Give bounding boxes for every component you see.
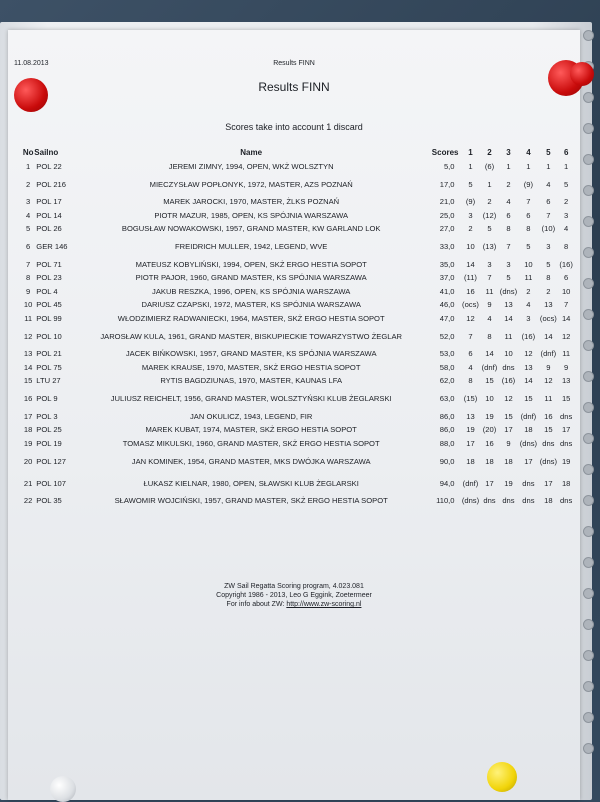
punch-hole [583,650,594,661]
race-5-cell: 17 [544,478,553,488]
rank-cell: 20 [23,456,33,466]
table-row [22,236,574,258]
column-header-no: No [22,148,34,157]
punch-hole [583,185,594,196]
column-header-race-4: 4 [526,148,531,157]
name-cell: ŁUKASZ KIELNAR, 1980, OPEN, SŁAWSKI KLUB ŻEGLARSKI [143,478,359,488]
print-date: 11.08.2013 [14,60,49,67]
total-score-cell: 88,0 [439,438,455,448]
rank-cell: 12 [23,331,33,341]
race-2-cell: 5 [487,224,492,234]
race-1-cell: 8 [468,376,473,386]
race-3-cell: 15 [504,411,513,421]
punch-hole [583,30,594,41]
sailno-cell: POL 9 [36,394,58,403]
name-cell: JAROSŁAW KULA, 1961, GRAND MASTER, BISKUPIECKIE TOWARZYSTWO ŻEGLAR [100,331,403,341]
table-row [22,375,574,389]
total-score-cell: 46,0 [439,300,455,310]
race-4-cell: dns [522,496,535,506]
race-5-cell: 15 [544,425,553,435]
column-header-race-5: 5 [546,148,551,157]
race-3-cell: 7 [506,242,511,251]
race-4-cell: 13 [524,362,533,372]
name-cell: MATEUSZ KOBYLIŃSKI, 1994, OPEN, SKŻ ERGO HESTIA SOPOT [135,259,367,269]
total-score-cell: 110,0 [436,496,455,506]
race-6-cell: 15 [561,394,571,403]
red-pushpin-left [14,78,48,112]
race-5-cell: 13 [544,300,553,310]
footer [8,582,580,609]
table-row [22,285,574,299]
race-5-cell: 7 [546,210,551,220]
rank-cell: 22 [23,496,33,506]
race-5-cell: (dnf) [540,349,557,359]
discard-note: Scores take into account 1 discard [225,122,363,132]
yellow-pushpin [487,762,517,792]
race-4-cell: (16) [521,331,536,341]
race-3-cell: 5 [506,273,511,283]
race-5-cell: 1 [546,161,551,171]
punch-hole [583,743,594,754]
race-4-cell: 3 [526,313,531,323]
name-cell: JAN KOMINEK, 1954, GRAND MASTER, MKS DWÓJKA WARSZAWA [131,456,371,466]
rank-cell: 7 [26,259,31,269]
header-small-title: Results FINN [273,60,315,67]
table-row [22,209,574,223]
race-2-cell: 19 [485,411,494,421]
table-row [22,410,574,424]
punch-hole [583,371,594,382]
rank-cell: 9 [26,286,31,296]
race-5-cell: 3 [546,242,551,251]
table-row [22,388,574,410]
race-6-cell: 11 [562,349,571,359]
total-score-cell: 5,0 [443,161,455,171]
race-4-cell: 1 [526,161,531,171]
rank-cell: 16 [23,394,33,403]
race-2-cell: (dnf) [481,362,498,372]
page-title: Results FINN [258,80,330,94]
total-score-cell: 25,0 [439,210,455,220]
sailno-cell: POL 25 [36,425,62,435]
total-score-cell: 94,0 [439,478,455,488]
table-row [22,299,574,313]
race-3-cell: 19 [504,478,513,488]
race-2-cell: 17 [485,478,494,488]
race-2-cell: 7 [487,273,492,283]
race-3-cell: 17 [504,425,513,435]
race-4-cell: 12 [524,349,533,359]
name-cell: JEREMI ZIMNY, 1994, OPEN, WKŻ WOLSZTYN [168,161,334,171]
total-score-cell: 86,0 [439,425,455,435]
name-cell: WŁODZIMIERZ RADWANIECKI, 1964, MASTER, SKŻ ERGO HESTIA SOPOT [117,313,385,323]
race-6-cell: 1 [564,161,569,171]
race-4-cell: 5 [526,242,531,251]
sailno-cell: POL 21 [36,349,62,359]
race-3-cell: 14 [504,313,513,323]
punch-hole [583,309,594,320]
column-header-race-2: 2 [487,148,492,157]
race-6-cell: 3 [564,210,569,220]
sailno-cell: POL 17 [36,197,62,207]
rank-cell: 18 [23,425,33,435]
race-1-cell: 2 [468,224,473,234]
race-3-cell: 13 [504,300,513,310]
race-2-cell: 18 [485,456,494,466]
total-score-cell: 47,0 [439,313,455,323]
name-cell: BOGUSŁAW NOWAKOWSKI, 1957, GRAND MASTER, KW GARLAND LOK [121,224,381,234]
rank-cell: 6 [26,242,31,251]
race-6-cell: dns [560,438,573,448]
punch-hole [583,619,594,630]
white-pushpin [50,776,76,802]
results-table-body [22,160,574,508]
table-row [22,495,574,509]
race-3-cell: 4 [506,197,511,207]
punch-hole [583,495,594,506]
name-cell: PIOTR MAZUR, 1985, OPEN, KS SPÓJNIA WARSZAWA [154,210,349,220]
race-4-cell: (9) [523,179,534,189]
name-cell: RYTIS BAGDZIUNAS, 1970, MASTER, KAUNAS LFA [160,376,343,386]
race-6-cell: 6 [564,273,569,283]
race-3-cell: (16) [501,376,516,386]
punch-hole [583,247,594,258]
race-1-cell: 12 [466,313,475,323]
race-2-cell: dns [483,496,496,506]
race-5-cell: 18 [544,496,553,506]
race-5-cell: 9 [546,362,551,372]
table-row [22,272,574,286]
total-score-cell: 53,0 [439,349,455,359]
race-1-cell: 5 [468,179,473,189]
race-5-cell: (10) [541,224,556,234]
race-5-cell: (dns) [539,456,558,466]
sailno-cell: POL 71 [36,259,62,269]
race-5-cell: 6 [546,197,551,207]
race-5-cell: 8 [546,273,551,283]
race-5-cell: 5 [546,259,551,269]
rank-cell: 5 [26,224,31,234]
race-5-cell: 2 [546,286,551,296]
total-score-cell: 41,0 [439,286,455,296]
race-1-cell: 1 [468,161,473,171]
name-cell: JULIUSZ REICHELT, 1956, GRAND MASTER, WOLSZTYŃSKI KLUB ŻEGLARSKI [110,394,392,403]
race-5-cell: 12 [544,376,553,386]
rank-cell: 2 [26,179,31,189]
race-2-cell: 10 [485,394,494,403]
table-row [22,312,574,326]
race-2-cell: 15 [485,376,494,386]
race-4-cell: 4 [526,300,531,310]
race-2-cell: (20) [482,425,497,435]
race-4-cell: (dnf) [520,411,537,421]
race-2-cell: 16 [485,438,494,448]
race-4-cell: (dns) [519,438,538,448]
punch-hole [583,278,594,289]
punch-hole [583,588,594,599]
sailno-cell: LTU 27 [36,376,61,386]
race-4-cell: 2 [526,286,531,296]
results-table [22,148,574,508]
punch-hole [583,464,594,475]
race-3-cell: 6 [506,210,511,220]
race-4-cell: 17 [524,456,533,466]
race-3-cell: 18 [504,456,513,466]
race-4-cell: 11 [524,273,533,283]
race-1-cell: (dnf) [462,478,479,488]
name-cell: MAREK KRAUSE, 1970, MASTER, SKŻ ERGO HESTIA SOPOT [141,362,361,372]
race-6-cell: 7 [564,300,569,310]
column-header-name: Name [240,148,263,157]
punch-holes [584,30,594,790]
race-1-cell: (15) [463,394,478,403]
name-cell: DARIUSZ CZAPSKI, 1972, MASTER, KS SPÓJNIA WARSZAWA [141,300,361,310]
punch-hole [583,154,594,165]
sailno-cell: GER 146 [36,242,68,251]
race-4-cell: dns [522,478,535,488]
results-sheet [8,30,580,800]
race-3-cell: 12 [504,394,513,403]
column-header-sailno: Sailno [34,148,59,157]
race-6-cell: 10 [561,286,571,296]
total-score-cell: 62,0 [439,376,455,386]
footer-info-prefix: For info about ZW: [226,601,287,608]
rank-cell: 19 [23,438,33,448]
red-pushpin-right-back [570,62,594,86]
race-2-cell: (6) [484,161,495,171]
rank-cell: 3 [26,197,31,207]
race-6-cell: (16) [559,259,573,269]
sailno-cell: POL 75 [36,362,62,372]
table-row [22,473,574,495]
name-cell: MIECZYSŁAW POPŁONYK, 1972, MASTER, AZS POZNAŃ [149,179,353,189]
total-score-cell: 21,0 [439,197,455,207]
race-6-cell: 17 [561,425,571,435]
name-cell: FREIDRICH MULLER, 1942, LEGEND, WVE [175,242,328,251]
race-1-cell: 7 [468,331,473,341]
race-5-cell: (ocs) [539,313,557,323]
table-row [22,451,574,473]
race-3-cell: 2 [506,179,511,189]
total-score-cell: 63,0 [439,394,455,403]
race-1-cell: 17 [466,438,475,448]
race-6-cell: 14 [561,313,571,323]
total-score-cell: 58,0 [439,362,455,372]
table-header-row [22,148,574,160]
column-header-race-6: 6 [563,148,569,157]
name-cell: JAKUB RESZKA, 1996, OPEN, KS SPÓJNIA WARSZAWA [152,286,351,296]
race-5-cell: 16 [544,411,553,421]
race-1-cell: 10 [466,242,475,251]
race-2-cell: 1 [487,179,492,189]
race-3-cell: 3 [506,259,511,269]
race-4-cell: 6 [526,210,531,220]
race-2-cell: (12) [482,210,497,220]
total-score-cell: 27,0 [439,224,455,234]
sailno-cell: POL 4 [36,286,58,296]
punch-hole [583,92,594,103]
punch-hole [583,433,594,444]
name-cell: JACEK BIŃKOWSKI, 1957, GRAND MASTER, KS SPÓJNIA WARSZAWA [125,349,377,359]
race-5-cell: 11 [544,394,553,403]
rank-cell: 8 [26,273,31,283]
race-1-cell: 13 [466,411,475,421]
race-4-cell: 18 [524,425,533,435]
rank-cell: 21 [23,478,33,488]
sailno-cell: POL 26 [36,224,62,234]
table-row [22,174,574,196]
race-1-cell: (11) [464,273,477,283]
table-row [22,223,574,237]
race-1-cell: 19 [466,425,475,435]
column-header-race-3: 3 [506,148,511,157]
race-1-cell: 6 [468,349,473,359]
name-cell: TOMASZ MIKULSKI, 1960, GRAND MASTER, SKŻ ERGO HESTIA SOPOT [122,438,380,448]
race-3-cell: dns [502,496,515,506]
race-1-cell: (9) [465,197,476,207]
race-2-cell: (13) [482,242,497,251]
name-cell: JAN OKULICZ, 1943, LEGEND, FIR [189,411,313,421]
total-score-cell: 52,0 [439,331,455,341]
rank-cell: 13 [23,349,33,359]
race-6-cell: 8 [564,242,569,251]
race-1-cell: 18 [466,456,475,466]
race-3-cell: 10 [504,349,513,359]
total-score-cell: 37,0 [439,273,455,283]
punch-hole [583,216,594,227]
name-cell: MAREK KUBAT, 1974, MASTER, SKŻ ERGO HESTIA SOPOT [145,425,357,435]
sailno-cell: POL 99 [36,313,62,323]
race-6-cell: 12 [561,331,571,341]
punch-hole [583,123,594,134]
race-6-cell: 19 [561,456,571,466]
rank-cell: 17 [23,411,33,421]
footer-link[interactable]: http://www.zw-scoring.nl [286,601,362,608]
sailno-cell: POL 127 [36,456,66,466]
table-row [22,424,574,438]
footer-info [8,600,580,609]
race-1-cell: 14 [466,259,475,269]
punch-hole [583,681,594,692]
race-1-cell: 16 [466,286,475,296]
table-row [22,258,574,272]
race-3-cell: 8 [506,224,511,234]
sailno-cell: POL 23 [36,273,62,283]
punch-hole [583,712,594,723]
footer-program: ZW Sail Regatta Scoring program, 4.023.081 [224,583,364,590]
race-6-cell: 13 [561,376,571,386]
sailno-cell: POL 35 [36,496,62,506]
race-4-cell: 7 [526,197,531,207]
race-5-cell: 4 [546,179,551,189]
sailno-cell: POL 22 [36,161,62,171]
name-cell: MAREK JAROCKI, 1970, MASTER, ŻLKS POZNAŃ [163,197,340,207]
race-5-cell: dns [542,438,555,448]
race-5-cell: 14 [544,331,553,341]
sailno-cell: POL 3 [36,411,58,421]
rank-cell: 11 [24,313,33,323]
race-1-cell: (ocs) [462,300,479,310]
rank-cell: 10 [23,300,33,310]
rank-cell: 4 [26,210,31,220]
punch-hole [583,340,594,351]
name-cell: SŁAWOMIR WOJCIŃSKI, 1957, GRAND MASTER, SKŻ ERGO HESTIA SOPOT [114,496,388,506]
race-3-cell: 1 [506,161,511,171]
table-row [22,437,574,451]
race-2-cell: 4 [487,313,492,323]
column-header-race-1: 1 [468,148,473,157]
race-3-cell: 11 [504,331,513,341]
race-4-cell: 10 [524,259,533,269]
total-score-cell: 35,0 [439,259,455,269]
race-6-cell: 4 [564,224,569,234]
race-2-cell: 9 [487,300,492,310]
race-6-cell: 18 [561,478,571,488]
race-6-cell: 9 [564,362,569,372]
race-6-cell: 5 [564,179,569,189]
name-cell: PIOTR PAJOR, 1960, GRAND MASTER, KS SPÓJNIA WARSZAWA [135,273,367,283]
race-3-cell: dns [502,362,515,372]
race-6-cell: dns [560,411,573,421]
table-row [22,160,574,174]
table-row [22,361,574,375]
sailno-cell: POL 19 [36,438,62,448]
punch-hole [583,402,594,413]
footer-copyright: Copyright 1986 - 2013, Leo G Eggink, Zoetermeer [216,592,372,599]
race-2-cell: 3 [487,259,492,269]
rank-cell: 15 [23,376,33,386]
race-4-cell: 14 [524,376,533,386]
race-2-cell: 2 [487,197,492,207]
punch-hole [583,526,594,537]
sailno-cell: POL 45 [36,300,62,310]
sailno-cell: POL 10 [36,331,62,341]
column-header-scores: Scores [431,148,459,157]
race-6-cell: dns [560,496,573,506]
sailno-cell: POL 216 [36,179,66,189]
rank-cell: 14 [23,362,33,372]
race-1-cell: 4 [468,362,473,372]
table-row [22,196,574,210]
race-3-cell: 9 [506,438,511,448]
race-2-cell: 14 [485,349,494,359]
table-row [22,348,574,362]
sailno-cell: POL 107 [36,478,66,488]
sailno-cell: POL 14 [36,210,62,220]
total-score-cell: 90,0 [439,456,455,466]
race-2-cell: 8 [487,331,492,341]
total-score-cell: 86,0 [439,411,455,421]
race-2-cell: 11 [485,286,494,296]
race-4-cell: 8 [526,224,531,234]
race-6-cell: 2 [564,197,569,207]
race-4-cell: 15 [524,394,533,403]
total-score-cell: 33,0 [439,242,455,251]
table-row [22,326,574,348]
rank-cell: 1 [26,161,31,171]
race-1-cell: 3 [468,210,473,220]
race-1-cell: (dns) [461,496,480,506]
punch-hole [583,557,594,568]
total-score-cell: 17,0 [439,179,455,189]
race-3-cell: (dns) [499,286,518,296]
